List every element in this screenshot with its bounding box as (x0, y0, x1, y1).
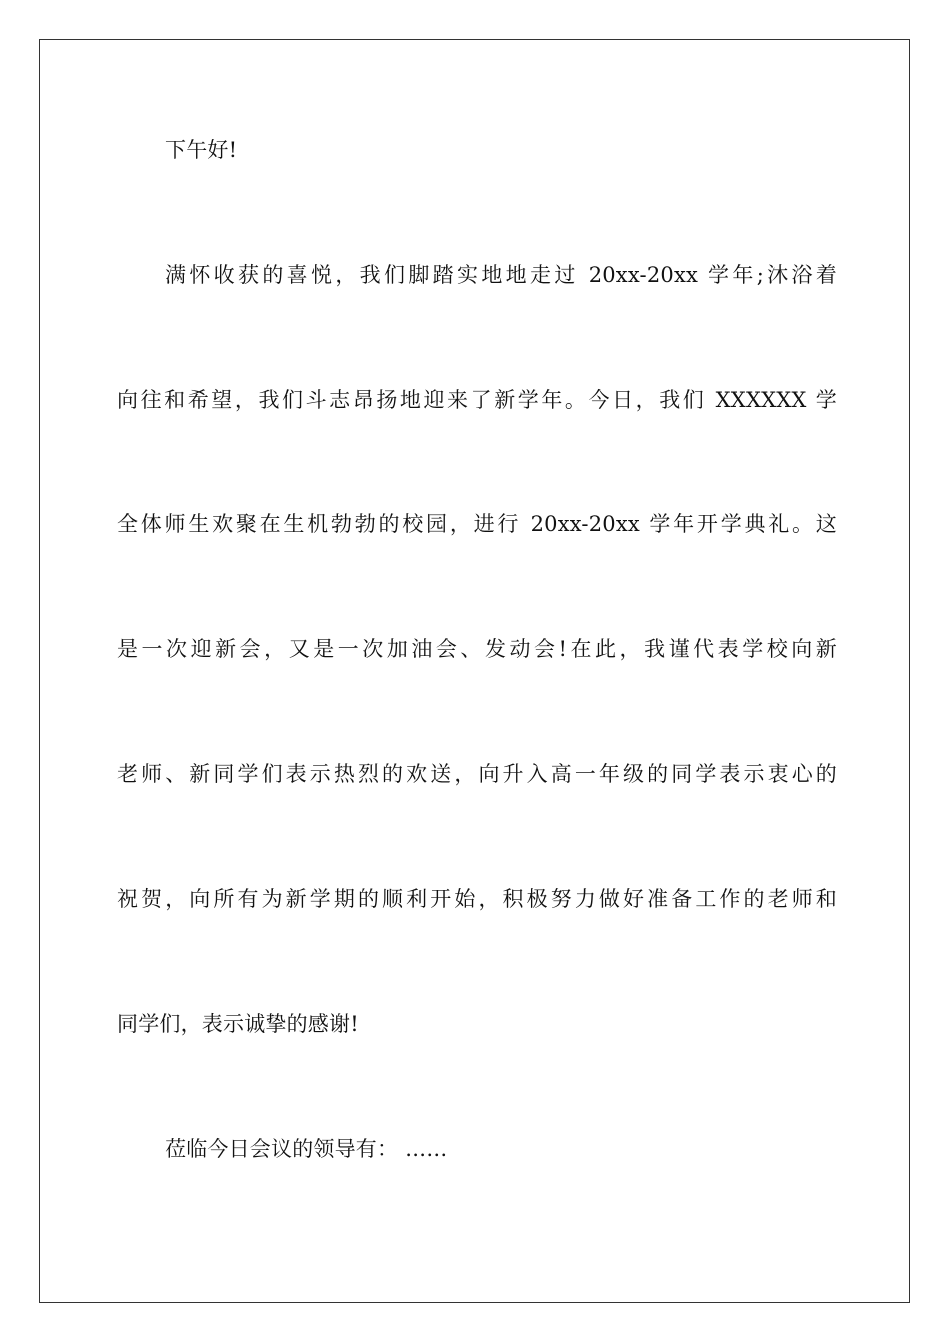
paragraph-line: 祝贺，向所有为新学期的顺利开始，积极努力做好准备工作的老师和 (117, 887, 837, 911)
leaders-line: 莅临今日会议的领导有： …… (165, 1137, 448, 1161)
paragraph-line: 同学们，表示诚挚的感谢! (117, 1012, 359, 1036)
page-frame (39, 39, 910, 1303)
paragraph-line: 是一次迎新会，又是一次加油会、发动会!在此，我谨代表学校向新 (117, 637, 837, 661)
paragraph-line: 向往和希望，我们斗志昂扬地迎来了新学年。今日，我们 XXXXXX 学 (117, 388, 837, 412)
paragraph-line: 全体师生欢聚在生机勃勃的校园，进行 20xx-20xx 学年开学典礼。这 (117, 512, 837, 536)
greeting: 下午好! (165, 138, 238, 162)
paragraph-line: 满怀收获的喜悦，我们脚踏实地地走过 20xx-20xx 学年;沐浴着 (165, 263, 837, 287)
paragraph-line: 老师、新同学们表示热烈的欢送，向升入高一年级的同学表示衷心的 (117, 762, 837, 786)
